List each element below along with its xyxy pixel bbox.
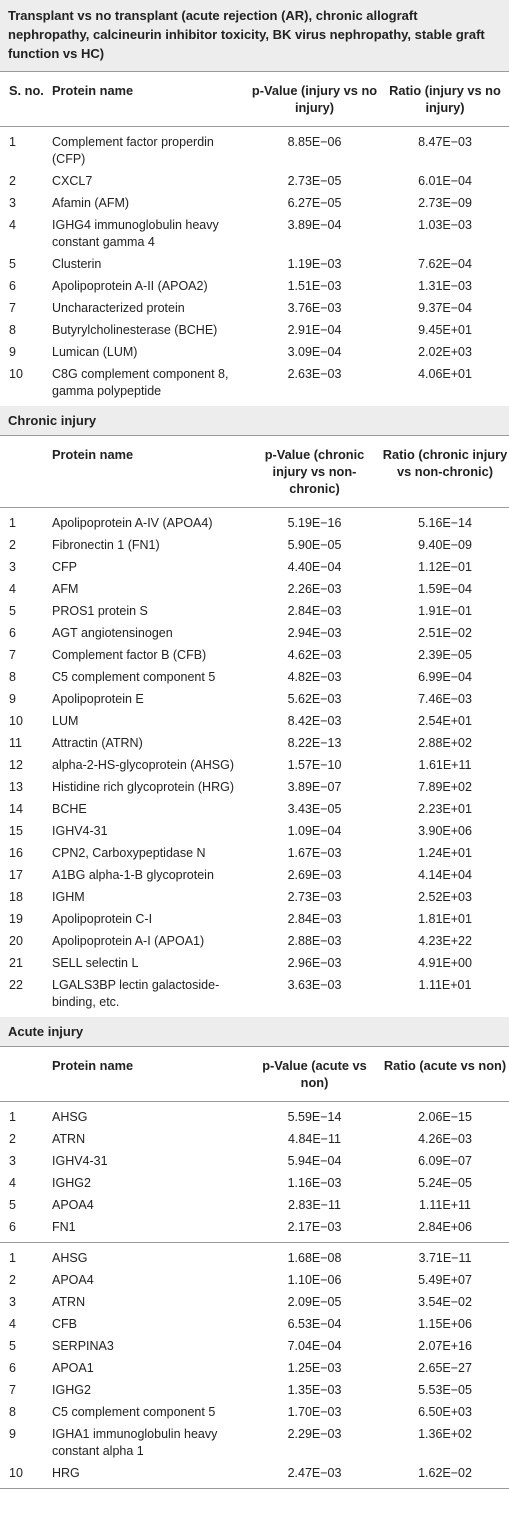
- cell-sno: 3: [9, 1295, 16, 1309]
- cell-sno: 5: [9, 257, 16, 271]
- cell-protein-name: Apolipoprotein E: [52, 692, 144, 706]
- cell-sno: 13: [9, 780, 23, 794]
- header-row: [0, 72, 509, 127]
- table-row: [0, 1336, 509, 1358]
- cell-sno: 17: [9, 868, 23, 882]
- cell-ratio: 7.62E−04: [418, 257, 472, 271]
- cell-protein-name: HRG: [52, 1466, 80, 1480]
- cell-sno: 16: [9, 846, 23, 860]
- section-heading: Chronic injury: [0, 406, 509, 436]
- cell-ratio: 2.02E+03: [418, 345, 472, 359]
- cell-ratio: 1.03E−03: [418, 218, 472, 232]
- cell-ratio: 2.88E+02: [418, 736, 472, 750]
- cell-protein-name: Apolipoprotein A-II (APOA2): [52, 279, 208, 293]
- column-header-pvalue: p-Value (injury vs no injury): [251, 83, 378, 115]
- cell-ratio: 1.81E+01: [418, 912, 472, 926]
- table-row: [0, 953, 509, 975]
- table-row: [0, 711, 509, 733]
- column-header-ratio: Ratio (acute vs non): [383, 1058, 507, 1073]
- table-row: [0, 508, 509, 536]
- cell-sno: 1: [9, 516, 16, 530]
- column-header-sno: S. no.: [9, 83, 44, 98]
- cell-sno: 21: [9, 956, 23, 970]
- cell-ratio: 2.73E−09: [418, 196, 472, 210]
- cell-protein-name: Attractin (ATRN): [52, 736, 143, 750]
- row-group: [0, 1102, 509, 1243]
- cell-ratio: 1.61E+11: [418, 758, 472, 772]
- table-row: [0, 1292, 509, 1314]
- cell-protein-name: Butyrylcholinesterase (BCHE): [52, 323, 218, 337]
- column-header-protein: Protein name: [52, 447, 134, 462]
- cell-sno: 1: [9, 1110, 16, 1124]
- cell-ratio: 2.65E−27: [418, 1361, 472, 1375]
- cell-ratio: 2.51E−02: [418, 626, 472, 640]
- cell-sno: 22: [9, 978, 23, 992]
- cell-protein-name: Apolipoprotein C-I: [52, 912, 153, 926]
- cell-protein-name: APOA1: [52, 1361, 94, 1375]
- cell-protein-name: Afamin (AFM): [52, 196, 130, 210]
- cell-ratio: 4.26E−03: [418, 1132, 472, 1146]
- cell-pvalue: 1.25E−03: [287, 1361, 342, 1375]
- cell-pvalue: 4.82E−03: [287, 670, 342, 684]
- cell-protein-name: IGHV4-31: [52, 1154, 108, 1168]
- cell-ratio: 4.06E+01: [418, 367, 472, 381]
- cell-protein-name: IGHA1 immunoglobulin heavy constant alpha 1: [52, 1427, 218, 1458]
- cell-sno: 10: [9, 367, 23, 381]
- data-table: [0, 72, 509, 406]
- cell-pvalue: 2.29E−03: [287, 1427, 342, 1441]
- cell-ratio: 2.07E+16: [418, 1339, 472, 1353]
- cell-pvalue: 5.62E−03: [287, 692, 342, 706]
- cell-protein-name: Complement factor properdin (CFP): [52, 135, 214, 166]
- cell-ratio: 3.90E+06: [418, 824, 472, 838]
- cell-pvalue: 1.57E−10: [287, 758, 342, 772]
- table-row: [0, 298, 509, 320]
- cell-sno: 1: [9, 135, 16, 149]
- cell-sno: 20: [9, 934, 23, 948]
- table-row: [0, 364, 509, 406]
- table-row: [0, 1270, 509, 1292]
- table-row: [0, 733, 509, 755]
- cell-ratio: 5.24E−05: [418, 1176, 472, 1190]
- cell-ratio: 6.01E−04: [418, 174, 472, 188]
- column-header-ratio: Ratio (chronic injury vs non-chronic): [382, 447, 508, 479]
- cell-pvalue: 2.73E−05: [287, 174, 342, 188]
- table-row: [0, 689, 509, 711]
- cell-ratio: 1.11E+01: [418, 978, 472, 992]
- cell-ratio: 1.12E−01: [418, 560, 472, 574]
- cell-pvalue: 2.83E−11: [288, 1198, 341, 1212]
- cell-sno: 4: [9, 1176, 16, 1190]
- cell-protein-name: Clusterin: [52, 257, 102, 271]
- table-row: [0, 799, 509, 821]
- table-row: [0, 1129, 509, 1151]
- column-header-protein: Protein name: [52, 1058, 134, 1073]
- cell-ratio: 6.09E−07: [418, 1154, 472, 1168]
- cell-pvalue: 5.94E−04: [287, 1154, 342, 1168]
- cell-protein-name: IGHG2: [52, 1383, 91, 1397]
- table-row: [0, 1243, 509, 1271]
- header-row: [0, 1047, 509, 1102]
- cell-ratio: 1.24E+01: [418, 846, 472, 860]
- cell-sno: 4: [9, 582, 16, 596]
- cell-pvalue: 2.91E−04: [287, 323, 342, 337]
- cell-sno: 6: [9, 1220, 16, 1234]
- cell-sno: 14: [9, 802, 23, 816]
- cell-protein-name: LUM: [52, 714, 79, 728]
- cell-sno: 3: [9, 1154, 16, 1168]
- cell-ratio: 6.99E−04: [418, 670, 472, 684]
- cell-ratio: 3.71E−11: [381, 1243, 509, 1271]
- table-row: [0, 667, 509, 689]
- cell-pvalue: 2.73E−03: [287, 890, 342, 904]
- cell-sno: 2: [9, 1132, 16, 1146]
- section-heading: Acute injury: [0, 1017, 509, 1047]
- cell-protein-name: Apolipoprotein A-I (APOA1): [52, 934, 205, 948]
- cell-sno: 12: [9, 758, 23, 772]
- cell-protein-name: SERPINA3: [52, 1339, 114, 1353]
- table-sections: [0, 72, 509, 1489]
- cell-pvalue: 4.84E−11: [288, 1132, 341, 1146]
- cell-pvalue: 4.40E−04: [287, 560, 342, 574]
- cell-ratio: 1.31E−03: [418, 279, 472, 293]
- cell-pvalue: 1.16E−03: [287, 1176, 342, 1190]
- cell-ratio: 9.37E−04: [418, 301, 472, 315]
- cell-protein-name: Complement factor B (CFB): [52, 648, 207, 662]
- cell-sno: 15: [9, 824, 23, 838]
- cell-sno: 11: [9, 736, 22, 750]
- cell-protein-name: Histidine rich glycoprotein (HRG): [52, 780, 235, 794]
- cell-sno: 8: [9, 323, 16, 337]
- header-row: [0, 436, 509, 508]
- cell-ratio: 1.62E−02: [418, 1466, 472, 1480]
- cell-protein-name: CFP: [52, 560, 77, 574]
- column-header-protein: Protein name: [52, 83, 134, 98]
- cell-ratio: 7.46E−03: [418, 692, 472, 706]
- cell-pvalue: 8.22E−13: [287, 736, 342, 750]
- cell-sno: 19: [9, 912, 23, 926]
- cell-pvalue: 5.90E−05: [287, 538, 342, 552]
- cell-sno: 5: [9, 1339, 16, 1353]
- cell-protein-name: IGHV4-31: [52, 824, 108, 838]
- cell-pvalue: 7.04E−04: [287, 1339, 342, 1353]
- cell-ratio: 3.54E−02: [418, 1295, 472, 1309]
- cell-pvalue: 2.69E−03: [287, 868, 342, 882]
- cell-protein-name: LGALS3BP lectin galactoside-binding, etc.: [52, 978, 220, 1009]
- cell-pvalue: 2.47E−03: [287, 1466, 342, 1480]
- table-row: [0, 579, 509, 601]
- cell-protein-name: IGHM: [52, 890, 85, 904]
- cell-sno: 6: [9, 626, 16, 640]
- cell-protein-name: APOA4: [52, 1273, 94, 1287]
- cell-protein-name: CFB: [52, 1317, 77, 1331]
- cell-sno: 2: [9, 174, 16, 188]
- cell-sno: 3: [9, 196, 16, 210]
- cell-pvalue: 2.88E−03: [287, 934, 342, 948]
- cell-sno: 5: [9, 604, 16, 618]
- table-row: [0, 887, 509, 909]
- cell-pvalue: 2.26E−03: [287, 582, 342, 596]
- table-row: [0, 821, 509, 843]
- cell-ratio: 2.06E−15: [418, 1110, 472, 1124]
- cell-protein-name: C8G complement component 8, gamma polypeptide: [52, 367, 229, 398]
- table-row: [0, 276, 509, 298]
- cell-pvalue: 3.89E−04: [287, 218, 342, 232]
- cell-sno: 18: [9, 890, 23, 904]
- cell-ratio: 2.84E+06: [418, 1220, 472, 1234]
- cell-sno: 1: [0, 1243, 52, 1271]
- cell-sno: 9: [9, 692, 16, 706]
- cell-pvalue: 1.09E−04: [287, 824, 342, 838]
- cell-pvalue: 1.19E−03: [287, 257, 342, 271]
- cell-ratio: 5.16E−14: [418, 516, 472, 530]
- cell-pvalue: 2.17E−03: [287, 1220, 342, 1234]
- data-table: [0, 436, 509, 1017]
- table-row: [0, 931, 509, 953]
- cell-pvalue: 2.84E−03: [287, 604, 342, 618]
- cell-sno: 7: [9, 301, 16, 315]
- table-row: [0, 1402, 509, 1424]
- cell-protein-name: Uncharacterized protein: [52, 301, 185, 315]
- cell-protein-name: IGHG2: [52, 1176, 91, 1190]
- cell-pvalue: 3.63E−03: [287, 978, 342, 992]
- cell-sno: 2: [9, 538, 16, 552]
- cell-protein-name: AHSG: [52, 1243, 248, 1271]
- cell-pvalue: 3.43E−05: [287, 802, 342, 816]
- cell-protein-name: SELL selectin L: [52, 956, 139, 970]
- cell-ratio: 2.23E+01: [418, 802, 472, 816]
- cell-ratio: 5.49E+07: [418, 1273, 472, 1287]
- cell-sno: 4: [9, 218, 16, 232]
- cell-ratio: 1.59E−04: [418, 582, 472, 596]
- table-row: [0, 601, 509, 623]
- table-row: [0, 215, 509, 254]
- cell-ratio: 8.47E−03: [418, 135, 472, 149]
- cell-ratio: 4.14E+04: [418, 868, 472, 882]
- cell-pvalue: 1.70E−03: [287, 1405, 342, 1419]
- table-row: [0, 1380, 509, 1402]
- cell-sno: 10: [9, 1466, 23, 1480]
- cell-pvalue: 1.67E−03: [287, 846, 342, 860]
- cell-ratio: 5.53E−05: [418, 1383, 472, 1397]
- table-row: [0, 777, 509, 799]
- table-row: [0, 171, 509, 193]
- column-header-pvalue: p-Value (acute vs non): [262, 1058, 367, 1090]
- table-row: [0, 1102, 509, 1130]
- cell-pvalue: 1.51E−03: [287, 279, 342, 293]
- table-row: [0, 254, 509, 276]
- cell-protein-name: CXCL7: [52, 174, 93, 188]
- cell-pvalue: 1.10E−06: [287, 1273, 342, 1287]
- cell-ratio: 1.15E+06: [418, 1317, 472, 1331]
- table-row: [0, 623, 509, 645]
- cell-protein-name: ATRN: [52, 1132, 86, 1146]
- cell-pvalue: 4.62E−03: [287, 648, 342, 662]
- cell-sno: 6: [9, 1361, 16, 1375]
- cell-protein-name: A1BG alpha-1-B glycoprotein: [52, 868, 214, 882]
- cell-pvalue: 6.27E−05: [287, 196, 342, 210]
- table-row: [0, 843, 509, 865]
- cell-pvalue: 8.42E−03: [287, 714, 342, 728]
- cell-protein-name: PROS1 protein S: [52, 604, 148, 618]
- cell-ratio: 4.23E+22: [418, 934, 472, 948]
- cell-pvalue: 3.76E−03: [287, 301, 342, 315]
- cell-ratio: 2.52E+03: [418, 890, 472, 904]
- cell-pvalue: 1.68E−08: [248, 1243, 381, 1271]
- cell-sno: 10: [9, 714, 23, 728]
- table-row: [0, 1463, 509, 1489]
- cell-pvalue: 8.85E−06: [287, 135, 342, 149]
- cell-protein-name: CPN2, Carboxypeptidase N: [52, 846, 206, 860]
- cell-pvalue: 2.96E−03: [287, 956, 342, 970]
- cell-protein-name: AFM: [52, 582, 79, 596]
- cell-sno: 7: [9, 648, 16, 662]
- cell-ratio: 2.39E−05: [418, 648, 472, 662]
- table-row: [0, 320, 509, 342]
- cell-protein-name: alpha-2-HS-glycoprotein (AHSG): [52, 758, 235, 772]
- cell-sno: 9: [9, 345, 16, 359]
- cell-protein-name: FN1: [52, 1220, 76, 1234]
- cell-pvalue: 6.53E−04: [287, 1317, 342, 1331]
- column-header-ratio: Ratio (injury vs no injury): [389, 83, 501, 115]
- column-header-sno: [0, 436, 52, 508]
- table-row: [0, 909, 509, 931]
- cell-ratio: 4.91E+00: [418, 956, 472, 970]
- cell-ratio: 6.50E+03: [418, 1405, 472, 1419]
- cell-sno: 4: [9, 1317, 16, 1331]
- table-row: [0, 755, 509, 777]
- table-row: [0, 1195, 509, 1217]
- table-row: [0, 535, 509, 557]
- cell-sno: 8: [9, 1405, 16, 1419]
- table-row: [0, 193, 509, 215]
- table-row: [0, 1314, 509, 1336]
- cell-protein-name: AHSG: [52, 1110, 88, 1124]
- cell-protein-name: ATRN: [52, 1295, 86, 1309]
- cell-sno: 3: [9, 560, 16, 574]
- table-row: [0, 557, 509, 579]
- data-table: [0, 1047, 509, 1489]
- cell-ratio: 9.40E−09: [418, 538, 472, 552]
- table-row: [0, 342, 509, 364]
- cell-pvalue: 5.59E−14: [287, 1110, 342, 1124]
- cell-sno: 5: [9, 1198, 16, 1212]
- table-row: [0, 1217, 509, 1243]
- row-group: [0, 1243, 509, 1489]
- cell-protein-name: Fibronectin 1 (FN1): [52, 538, 160, 552]
- cell-protein-name: Lumican (LUM): [52, 345, 138, 359]
- cell-ratio: 1.11E+11: [418, 1198, 471, 1212]
- cell-pvalue: 1.35E−03: [287, 1383, 342, 1397]
- cell-sno: 9: [9, 1427, 16, 1441]
- cell-sno: 2: [9, 1273, 16, 1287]
- cell-protein-name: AGT angiotensinogen: [52, 626, 173, 640]
- cell-protein-name: C5 complement component 5: [52, 670, 216, 684]
- table-row: [0, 645, 509, 667]
- cell-pvalue: 3.09E−04: [287, 345, 342, 359]
- cell-pvalue: 2.09E−05: [287, 1295, 342, 1309]
- cell-pvalue: 2.63E−03: [287, 367, 342, 381]
- cell-pvalue: 2.84E−03: [287, 912, 342, 926]
- row-group: [0, 127, 509, 407]
- table-row: [0, 127, 509, 172]
- cell-sno: 6: [9, 279, 16, 293]
- column-header-pvalue: p-Value (chronic injury vs non-chronic): [264, 447, 365, 496]
- table-row: [0, 975, 509, 1017]
- cell-pvalue: 5.19E−16: [287, 516, 342, 530]
- table-row: [0, 1151, 509, 1173]
- cell-ratio: 2.54E+01: [418, 714, 472, 728]
- column-header-sno: [0, 1047, 52, 1102]
- cell-sno: 7: [9, 1383, 16, 1397]
- cell-ratio: 9.45E+01: [418, 323, 472, 337]
- cell-protein-name: APOA4: [52, 1198, 94, 1212]
- cell-ratio: 1.36E+02: [418, 1427, 472, 1441]
- cell-pvalue: 3.89E−07: [287, 780, 342, 794]
- table-row: [0, 865, 509, 887]
- cell-pvalue: 2.94E−03: [287, 626, 342, 640]
- cell-protein-name: IGHG4 immunoglobulin heavy constant gamma 4: [52, 218, 219, 249]
- cell-ratio: 7.89E+02: [418, 780, 472, 794]
- cell-protein-name: BCHE: [52, 802, 87, 816]
- table-row: [0, 1358, 509, 1380]
- cell-protein-name: C5 complement component 5: [52, 1405, 216, 1419]
- table-row: [0, 1424, 509, 1463]
- table-title: Transplant vs no transplant (acute rejection (AR), chronic allograft nephropathy, calcineurin inhibitor toxicity, BK virus nephropathy, stable graft function vs HC): [0, 0, 509, 72]
- cell-protein-name: Apolipoprotein A-IV (APOA4): [52, 516, 213, 530]
- cell-ratio: 1.91E−01: [418, 604, 472, 618]
- cell-sno: 8: [9, 670, 16, 684]
- table-row: [0, 1173, 509, 1195]
- row-group: [0, 508, 509, 1018]
